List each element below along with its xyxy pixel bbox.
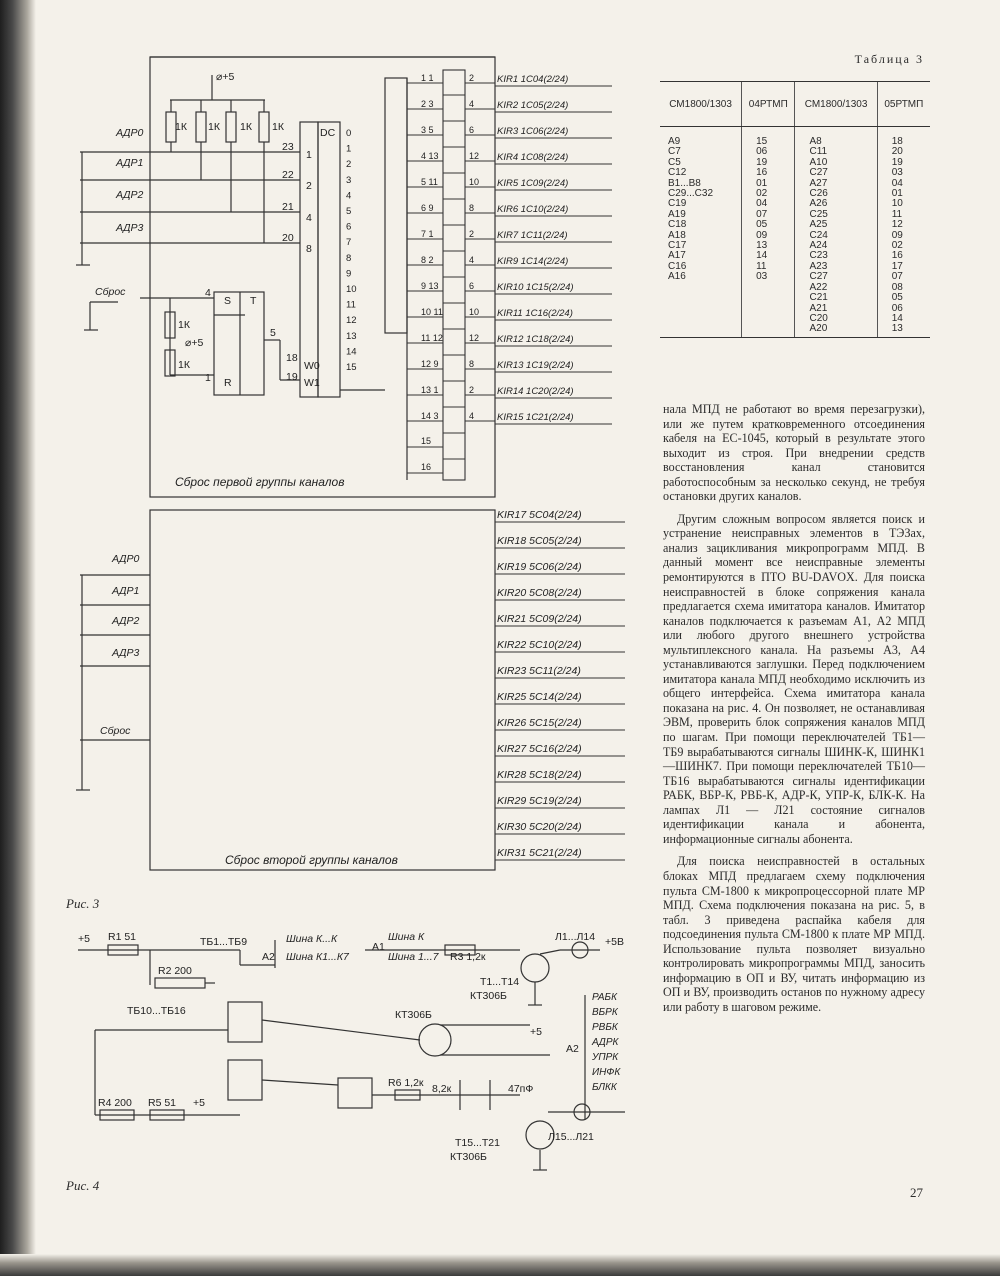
table-cell: C18 (668, 219, 687, 231)
trigger-s: S (224, 295, 232, 307)
table-cell: A17 (668, 250, 686, 262)
channel-output-label: KIR18 5C05(2/24) (497, 535, 582, 547)
channel-output-label: KIR15 1C21(2/24) (497, 412, 574, 423)
power-label: ⌀+5 (216, 71, 235, 83)
gate-output-pin: 8 (469, 359, 475, 369)
channel-output-label: KIR31 5C21(2/24) (497, 847, 582, 859)
table-cell: 12 (891, 219, 903, 231)
signal-label: ИНФК (592, 1067, 621, 1078)
dc-output-pin: 12 (346, 315, 357, 327)
channel-output-label: KIR3 1C06(2/24) (497, 126, 569, 137)
a2-label: А2 (262, 951, 275, 963)
table-cell: 08 (891, 281, 903, 293)
gate-output-pin: 2 (469, 385, 475, 395)
channel-output-label: KIR7 1C11(2/24) (497, 230, 568, 241)
dc-output-pin: 11 (346, 299, 356, 311)
table-cell: C24 (809, 229, 828, 241)
pin-4: 4 (205, 287, 211, 299)
pin-18: 18 (286, 352, 298, 364)
resistor-label: 1К (240, 121, 252, 133)
gate-output-pin: 4 (469, 255, 475, 265)
plus5-label: +5 (193, 1097, 205, 1109)
reset-group-2-title: Сброс второй группы каналов (225, 853, 398, 867)
table-cell: C23 (809, 250, 828, 262)
gate-input-pin: 10 11 (421, 307, 443, 317)
gate-output-pin: 2 (469, 229, 475, 239)
dc-pin: 23 (282, 141, 294, 153)
table-cell: 10 (891, 198, 903, 210)
kt3-label: КТ306Б (450, 1151, 487, 1163)
dc-output-pin: 10 (346, 284, 357, 295)
channel-output-label: KIR20 5C08(2/24) (497, 587, 582, 599)
table-column-3 (795, 127, 877, 338)
table-cell: B1...B8 (668, 177, 701, 189)
reset-group-1-title: Сброс первой группы каналов (175, 475, 345, 489)
channel-output-label: KIR13 1C19(2/24) (497, 360, 574, 371)
a2b-label: А2 (566, 1043, 579, 1055)
gate-output-pin: 10 (469, 177, 480, 187)
dc-output-pin: 14 (346, 346, 357, 358)
table-3 (660, 52, 930, 338)
r82-label: 8,2к (432, 1083, 452, 1095)
gate-input-pin: 5 11 (421, 177, 438, 187)
table-cell: C21 (809, 292, 828, 304)
table-header: 05РТМП (877, 82, 930, 127)
channel-output-label: KIR28 5C18(2/24) (497, 769, 582, 781)
table-cell: A26 (809, 198, 828, 210)
dc-pin: 22 (282, 169, 294, 181)
trigger-r: R (224, 377, 232, 389)
dc-output-pin: 7 (346, 237, 352, 249)
channel-output-label: KIR30 5C20(2/24) (497, 821, 582, 833)
channel-output-label: KIR14 1C20(2/24) (497, 386, 574, 397)
gate-input-pin: 4 13 (421, 151, 439, 161)
table-cell: 02 (891, 240, 903, 252)
table-title: Таблица 3 (854, 52, 924, 66)
table-cell: 05 (891, 292, 903, 304)
table-cell: 18 (891, 136, 903, 147)
adr2-label: АДР2 (116, 189, 144, 201)
gate-input-pin: 2 3 (421, 99, 434, 109)
a1-bus-k-label: Шина К (388, 931, 425, 943)
plus5b-label: +5 (530, 1026, 542, 1038)
adr0-label: АДР0 (116, 127, 144, 139)
channel-output-label: KIR1 1C04(2/24) (497, 74, 569, 85)
w1-label: W1 (304, 377, 320, 389)
figure-3-caption: Рис. 3 (66, 896, 100, 911)
gate-output-pin: 4 (469, 99, 475, 109)
table-column-1 (660, 127, 742, 338)
table-cell: 04 (891, 177, 903, 189)
resistor-label: 1К (175, 121, 187, 133)
plus5v-label: +5В (605, 936, 624, 948)
resistor-label: 1К (178, 359, 190, 371)
lamp-l15-label: Л15...Л21 (548, 1131, 594, 1143)
paragraph: Для поиска неисправностей в остальных блоках МПД предлагаем схему подключения пульта СМ-1800 к микропроцессорной плате МР МПД. Схема подключения показана на рис. 5, в табл. 3 приведена распайка кабеля для подсоединения пульта СМ-1800 к плате МР МПД. Использование пульта позволяет визуально контролировать микропрограммы МПД, заносить информацию в ОП и ВУ, читать информацию из ОП и ВУ, производить останов по нужному адресу или работу в шаговом режиме. (663, 854, 925, 1014)
table-cell: 01 (756, 177, 768, 189)
table-column-2 (742, 127, 795, 338)
table-cell: 16 (891, 250, 903, 262)
dc-in-2: 2 (306, 180, 312, 192)
channel-output-label: KIR27 5C16(2/24) (497, 743, 582, 755)
dc-in-4: 4 (306, 212, 312, 224)
table-cell: C11 (809, 146, 828, 158)
channel-output-label: KIR6 1C10(2/24) (497, 204, 569, 215)
channel-output-label: KIR17 5C04(2/24) (497, 509, 582, 521)
table-cell: A18 (668, 229, 686, 241)
signal-label: ВБРК (592, 1007, 618, 1018)
dc-output-pin: 5 (346, 206, 352, 217)
r4-label: R4 200 (98, 1097, 132, 1109)
resistor-label: 1К (272, 121, 284, 133)
paragraph: нала МПД не работают во время перезагрузки), или же путем кратковременного отсоединения кабеля на ЕС-1045, который в результате этого выходит из строя. При внедрении средств восстановления канал становится работоспособным за несколько секунд, не требуя остановки других каналов. (663, 402, 925, 504)
table-cell: C26 (809, 188, 828, 200)
dc-output-pin: 0 (346, 128, 352, 139)
table-cell: C5 (668, 156, 681, 168)
table-cell: A23 (809, 260, 828, 272)
table-cell: A24 (809, 240, 828, 252)
channel-output-label: KIR2 1C05(2/24) (497, 100, 569, 111)
channel-output-label: KIR21 5C09(2/24) (497, 613, 582, 625)
table-cell: 05 (756, 219, 768, 231)
dc-output-pin: 1 (346, 143, 352, 155)
channel-output-label: KIR12 1C18(2/24) (497, 334, 574, 345)
channel-output-label: KIR22 5C10(2/24) (497, 639, 582, 651)
dc-output-pin: 3 (346, 174, 352, 186)
gate-output-pin: 8 (469, 203, 475, 213)
signal-label: РВБК (592, 1022, 618, 1033)
dc-in-8: 8 (306, 243, 312, 255)
gate-output-pin: 2 (469, 73, 475, 83)
tb1-label: ТБ1...ТБ9 (200, 936, 248, 948)
table-cell: A8 (809, 136, 822, 147)
trigger-t: T (250, 295, 257, 307)
table-cell: 20 (891, 146, 903, 158)
dc-label: DC (320, 127, 336, 139)
signal-label: БЛКК (592, 1082, 617, 1093)
adr0-label: АДР0 (112, 553, 140, 565)
reset-label: Сброс (100, 725, 131, 737)
table-cell: 19 (891, 156, 903, 168)
table-cell: C7 (668, 146, 681, 158)
dc-output-pin: 13 (346, 330, 357, 342)
pin-1: 1 (205, 372, 211, 384)
plus5-label: +5 (78, 933, 90, 945)
gate-output-pin: 12 (469, 333, 480, 343)
r5-label: R5 51 (148, 1097, 177, 1109)
table-cell: 11 (891, 208, 903, 220)
pin-5: 5 (270, 327, 276, 339)
dc-output-pin: 2 (346, 159, 352, 171)
kt2-label: КТ306Б (395, 1009, 432, 1021)
table-cell: 17 (891, 260, 903, 272)
channel-output-label: KIR4 1C08(2/24) (497, 152, 569, 163)
table-column-4 (877, 127, 930, 338)
gate-spare-pin: 15 (421, 436, 432, 446)
table-header: СМ1800/1303 (795, 82, 877, 127)
gate-input-pin: 6 9 (421, 203, 434, 213)
lamp-l1-label: Л1...Л14 (555, 931, 596, 943)
page-number: 27 (910, 1185, 923, 1200)
gate-output-pin: 12 (469, 151, 480, 161)
adr3-label: АДР3 (116, 222, 144, 234)
gate-input-pin: 1 1 (421, 73, 434, 83)
r1-label: R1 51 (108, 931, 137, 943)
signal-label: УПРК (592, 1052, 619, 1063)
table-cell: A10 (809, 156, 828, 168)
table-cell: 03 (891, 167, 903, 179)
gate-input-pin: 12 9 (421, 359, 439, 369)
channel-output-label: KIR11 1C16(2/24) (497, 308, 573, 319)
dc-output-pin: 8 (346, 252, 352, 264)
channel-output-label: KIR19 5C06(2/24) (497, 561, 582, 573)
table-cell: A21 (809, 302, 828, 314)
table-cell: C27 (809, 271, 828, 283)
table-cell: 14 (891, 312, 903, 324)
adr3-label: АДР3 (112, 647, 140, 659)
table-cell: A19 (668, 208, 686, 220)
resistor-label: 1К (178, 319, 190, 331)
table-cell: C27 (809, 167, 828, 179)
dc-pin: 21 (282, 201, 294, 213)
table-cell: 02 (756, 188, 768, 200)
channel-output-label: KIR9 1C14(2/24) (497, 256, 569, 267)
table-cell: C20 (809, 312, 828, 324)
table-cell: 13 (891, 323, 903, 335)
table-cell: A9 (668, 136, 681, 147)
table-cell: C12 (668, 167, 687, 179)
table-cell: 06 (891, 302, 903, 314)
table-cell: 06 (756, 146, 768, 158)
channel-output-label: KIR26 5C15(2/24) (497, 717, 582, 729)
channel-output-label: KIR10 1C15(2/24) (497, 282, 574, 293)
table-cell: 19 (756, 156, 768, 168)
table-cell: 15 (756, 136, 768, 147)
tb10-label: ТБ10...ТБ16 (127, 1005, 186, 1017)
paragraph: Другим сложным вопросом является поиск и устранение неисправных элементов в ТЭЗах, анализ зацикливания микропрограмм МПД. В данный момент все неисправные элементы ремонтируются в ПТО BU-DAVOX. Для поиска неисправностей в блоке сопряжения канала предлагается схема имитатора каналов. Имитатор каналов подключается к разъемам А1, А2 МПД или любого другого внешнего устройства мультиплексного канала. На разъемы А3, А4 устанавливаются заглушки. Перед подключением имитатора канала МПД необходимо исключить из общего интерфейса. Схема имитатора канала показана на рис. 4. Он позволяет, не останавливая ЭВМ, проверить блок сопряжения каналов МПД по шагам. При помощи переключателей ТБ1—ТБ9 вырабатываются сигналы ШИНК-К, ШИНК1—ШИНК7. При помощи переключателей ТБ10—ТБ16 вырабатываются сигналы идентификации РАБК, ВБР-К, РВБ-К, АДР-К, УПР-К, БЛК-К. На лампах Л1 — Л21 состояние сигналов идентификации канала и абонента, информационные сигналы абонента. (663, 511, 925, 846)
table-cell: C25 (809, 208, 828, 220)
table-cell: A16 (668, 271, 686, 283)
gate-output-pin: 4 (469, 411, 475, 421)
gate-input-pin: 8 2 (421, 255, 434, 265)
gate-spare-pin: 16 (421, 462, 432, 472)
table-cell: 07 (891, 271, 903, 283)
table-cell: C17 (668, 240, 687, 252)
table-cell: A27 (809, 177, 828, 189)
r2-label: R2 200 (158, 965, 192, 977)
table-header: СМ1800/1303 (660, 82, 742, 127)
gate-output-pin: 6 (469, 125, 475, 135)
dc-output-pin: 6 (346, 221, 352, 233)
table-cell: 11 (756, 260, 767, 272)
gate-output-pin: 10 (469, 307, 480, 317)
adr2-label: АДР2 (112, 615, 140, 627)
table-cell: 09 (756, 229, 768, 241)
table-cell: 07 (756, 208, 768, 220)
reset-label: Сброс (95, 286, 126, 298)
adr1-label: АДР1 (116, 157, 144, 169)
reset-group-2-frame (150, 510, 495, 870)
table-cell: A22 (809, 281, 828, 293)
cap-label: 47пФ (508, 1083, 534, 1095)
power-label: ⌀+5 (185, 337, 204, 349)
a1-label: А1 (372, 941, 385, 953)
dc-output-pin: 9 (346, 268, 352, 280)
table-cell: 09 (891, 229, 903, 241)
signal-label: АДРК (592, 1037, 619, 1048)
table-cell: 01 (891, 188, 903, 200)
channel-output-label: KIR23 5C11(2/24) (497, 665, 581, 677)
gate-input-pin: 11 12 (421, 333, 443, 343)
t1-label: Т1...Т14 (480, 976, 520, 988)
a1-bus-17-label: Шина 1...7 (388, 951, 439, 963)
channel-output-label: KIR5 1C09(2/24) (497, 178, 569, 189)
dc-output-pin: 4 (346, 190, 352, 202)
signal-label: РАБК (592, 992, 617, 1003)
resistor-label: 1К (208, 121, 220, 133)
gate-output-pin: 6 (469, 281, 475, 291)
w0-label: W0 (304, 360, 320, 372)
bus-k17-label: Шина К1...К7 (286, 951, 349, 963)
channel-output-label: KIR29 5C19(2/24) (497, 795, 582, 807)
dc-pin: 20 (282, 232, 294, 244)
table-header: 04РТМП (742, 82, 795, 127)
table-cell: A25 (809, 219, 828, 231)
pin-19: 19 (286, 371, 298, 383)
gate-input-pin: 13 1 (421, 385, 439, 395)
table-cell: 16 (756, 167, 768, 179)
adr1-label: АДР1 (112, 585, 140, 597)
figure-4-caption: Рис. 4 (66, 1178, 100, 1193)
article-text (663, 402, 925, 1014)
channel-output-label: KIR25 5C14(2/24) (497, 691, 582, 703)
table-cell: 03 (756, 271, 768, 283)
kt-label: КТ306Б (470, 990, 507, 1002)
table-cell: 04 (756, 198, 768, 210)
t15-label: Т15...Т21 (455, 1137, 500, 1149)
gate-input-pin: 14 3 (421, 411, 439, 421)
dc-output-pin: 15 (346, 362, 357, 373)
gate-input-pin: 7 1 (421, 229, 434, 239)
table-cell: C16 (668, 260, 687, 272)
gate-input-pin: 9 13 (421, 281, 439, 291)
gate-input-pin: 3 5 (421, 125, 434, 135)
r6-label: R6 1,2к (388, 1077, 424, 1089)
table-cell: C19 (668, 198, 687, 210)
bus-k-label: Шина К...К (286, 933, 338, 945)
table-cell: C29...C32 (668, 188, 714, 200)
table-cell: 13 (756, 240, 768, 252)
dc-in-1: 1 (306, 149, 312, 161)
r3-label: R3 1,2к (450, 951, 486, 963)
table-cell: 14 (756, 250, 768, 262)
table-cell: A20 (809, 323, 828, 335)
